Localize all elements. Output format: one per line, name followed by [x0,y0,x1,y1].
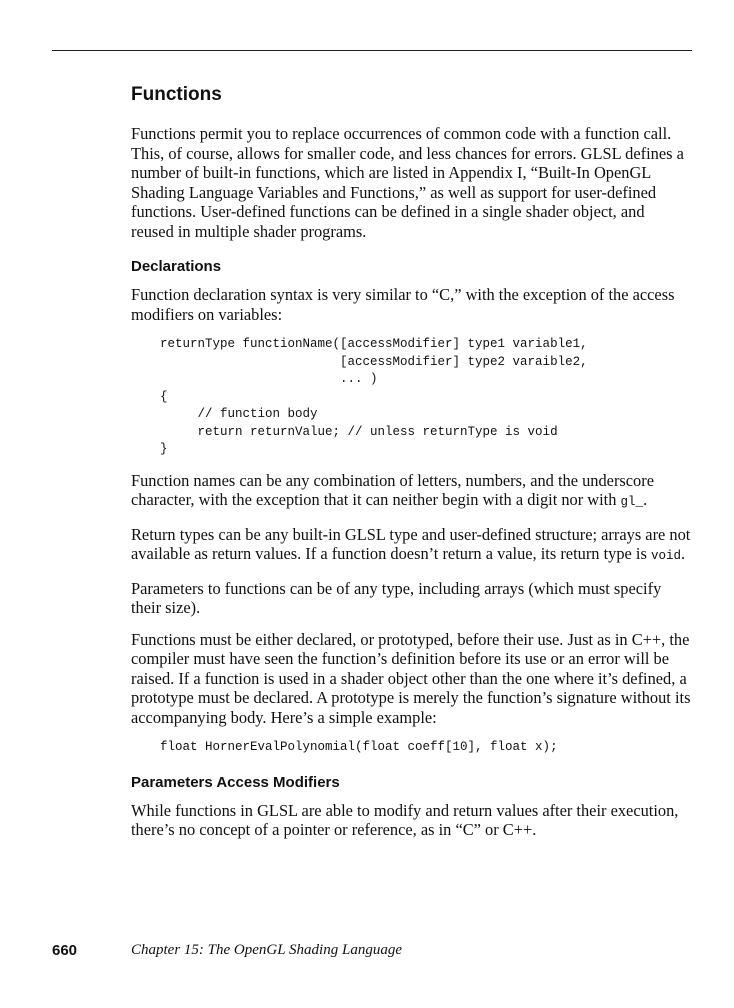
declarations-paragraph-5: Functions must be either declared, or prototyped, before their use. Just as in C++, the compiler must have seen the function’s definition before its use or an error will be raised. If a function is used in a shader object other than the one where it’s defined, a prototype must be declared. A prototype is merely the function’s signature without its accompanying body. Here’s a simple example: [131,629,691,727]
page-number: 660 [52,942,78,959]
gl-prefix-code: gl_ [620,495,644,509]
void-code: void [650,549,681,563]
prototype-example-code: float HornerEvalPolynomial(float coeff[10], float x); [160,740,558,754]
p3-text: Return types can be any built-in GLSL type and user-defined structure; arrays are not available as return values. If a function doesn’t return a value, its return type is [131,524,691,563]
p2-text: Function names can be any combination of letters, numbers, and the underscore character, with the exception that it can neither begin with a digit nor with [131,470,654,509]
p2-end: . [643,490,648,509]
declarations-paragraph-3 [131,525,691,567]
declarations-heading: Declarations [131,258,222,275]
parameters-paragraph: While functions in GLSL are able to modify and return values after their execution, there’s no concept of a pointer or reference, as in “C” or C++. [131,800,679,839]
p3-end: . [680,544,686,563]
declarations-paragraph-4: Parameters to functions can be of any type, including arrays (which must specify their size). [131,578,662,617]
intro-paragraph: Functions permit you to replace occurrences of common code with a function call. This, of course, allows for smaller code, and less chances for errors. GLSL defines a number of built-in functions, which are listed in Appendix I, “Built-In OpenGL Shading Language Variables and Functions,” as well as support for user-defined functions. User-defined functions can be defined in a single shader object, and reused in multiple shader programs. [131,124,684,241]
function-syntax-code: returnType functionName([accessModifier] type1 variable1, [accessModifier] type2 varaible2, ... ) { // function body return returnValue; // unless returnType is void } [160,337,588,456]
page-content [131,84,691,852]
declarations-paragraph-2 [131,471,691,513]
header-rule [52,50,692,51]
declarations-paragraph-1: Function declaration syntax is very similar to “C,” with the exception of the access modifiers on variables: [131,285,675,324]
chapter-footer: Chapter 15: The OpenGL Shading Language [131,942,402,958]
section-title: Functions [131,84,222,105]
parameters-access-modifiers-heading: Parameters Access Modifiers [131,773,340,791]
